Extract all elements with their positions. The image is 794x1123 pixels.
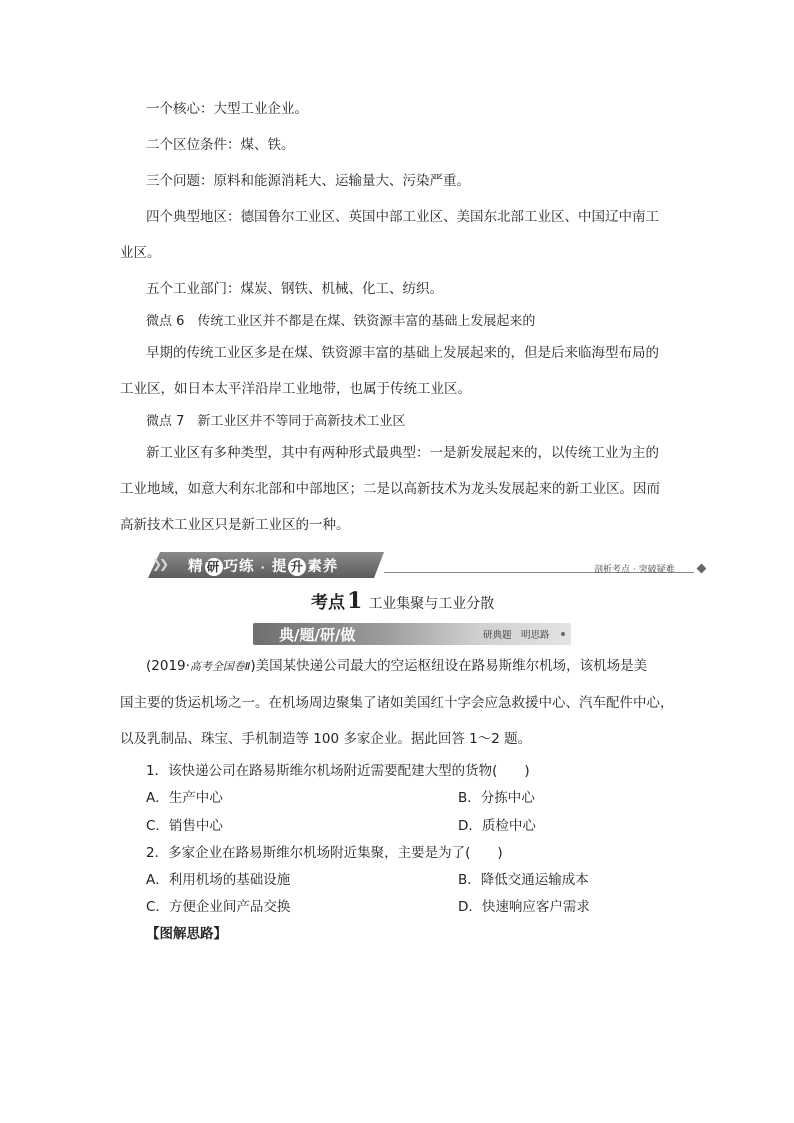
summary-line-core: 一个核心：大型工业企业。 (146, 101, 308, 117)
weidian-7-line3: 高新技术工业区只是新工业区的一种。 (120, 517, 350, 533)
banner-title (188, 555, 338, 576)
banner-dot: · (260, 561, 266, 574)
banner-char-suyang: 素养 (307, 559, 339, 575)
banner-char-jing: 精 (188, 559, 204, 575)
question-stem-line3: 以及乳制品、珠宝、手机制造等 100 多家企业。据此回答 1～2 题。 (120, 731, 532, 747)
q2-option-b[interactable]: B．降低交通运输成本 (458, 872, 589, 888)
banner-char-yan: 研 (205, 558, 223, 576)
weidian-7-title: 微点 7 新工业区并不等同于高新技术工业区 (146, 414, 406, 429)
banner-char-ti: 提 (271, 559, 288, 575)
banner-char-qiaolian: 巧练 (223, 559, 255, 575)
kaodian-title: 工业集聚与工业分散 (368, 596, 495, 612)
dianti-subtitle: 研典题 明思路 (483, 630, 550, 641)
weidian-6-line1: 早期的传统工业区多是在煤、铁资源丰富的基础上发展起来的，但是后来临海型布局的 (146, 345, 659, 361)
diamond-icon (697, 564, 707, 574)
q1-option-b[interactable]: B．分拣中心 (458, 790, 535, 806)
q2-option-a[interactable]: A．利用机场的基础设施 (146, 872, 291, 888)
dot-icon (561, 632, 565, 636)
question-1: 1．该快递公司在路易斯维尔机场附近需要配建大型的货物( ) (146, 763, 530, 779)
kaodian-label: 考点 (311, 593, 345, 613)
question-stem-line1 (146, 656, 647, 677)
weidian-6-title: 微点 6 传统工业区并不都是在煤、铁资源丰富的基础上发展起来的 (146, 314, 536, 329)
kaodian-number: 1 (347, 588, 363, 614)
source-exam: 高考全国卷Ⅱ (189, 660, 251, 673)
source-close: ) (250, 658, 256, 674)
summary-line-problems: 三个问题：原料和能源消耗大、运输量大、污染严重。 (146, 173, 470, 189)
tujie-heading: 【图解思路】 (146, 926, 227, 942)
question-2: 2．多家企业在路易斯维尔机场附近集聚，主要是为了( ) (146, 845, 503, 861)
dianti-title: 典/题/研/做 (279, 626, 356, 644)
source-open: (2019· (146, 658, 190, 674)
summary-line-location: 二个区位条件：煤、铁。 (146, 137, 295, 153)
weidian-7-line2: 工业地域，如意大利东北部和中部地区；二是以高新技术为龙头发展起来的新工业区。因而 (120, 481, 660, 497)
q1-option-d[interactable]: D．质检中心 (458, 818, 536, 834)
weidian-7-line1: 新工业区有多种类型，其中有两种形式最典型：一是新发展起来的，以传统工业为主的 (146, 445, 659, 461)
banner-char-sheng: 升 (288, 558, 306, 576)
kaodian-heading (311, 588, 494, 614)
stem-text-1: 美国某快递公司最大的空运枢纽设在路易斯维尔机场，该机场是美 (255, 658, 648, 674)
q2-option-d[interactable]: D．快速响应客户需求 (458, 899, 590, 915)
summary-line-regions-cont: 业区。 (120, 245, 161, 261)
q1-option-c[interactable]: C．销售中心 (146, 818, 223, 834)
weidian-6-line2: 工业区，如日本太平洋沿岸工业地带，也属于传统工业区。 (120, 381, 471, 397)
summary-line-sectors: 五个工业部门：煤炭、钢铁、机械、化工、纺织。 (146, 281, 443, 297)
dianti-bar (253, 623, 571, 645)
q2-option-c[interactable]: C．方便企业间产品交换 (146, 899, 291, 915)
double-chevron-icon: ❯❯ (152, 557, 167, 571)
question-stem-line2: 国主要的货运机场之一。在机场周边聚集了诸如美国红十字会应急救援中心、汽车配件中心， (120, 695, 674, 711)
q1-option-a[interactable]: A．生产中心 (146, 790, 223, 806)
banner-subtitle: 剖析考点 · 突破疑难 (594, 565, 675, 575)
summary-line-regions: 四个典型地区：德国鲁尔工业区、英国中部工业区、美国东北部工业区、中国辽中南工 (146, 209, 659, 225)
section-banner (148, 552, 708, 578)
